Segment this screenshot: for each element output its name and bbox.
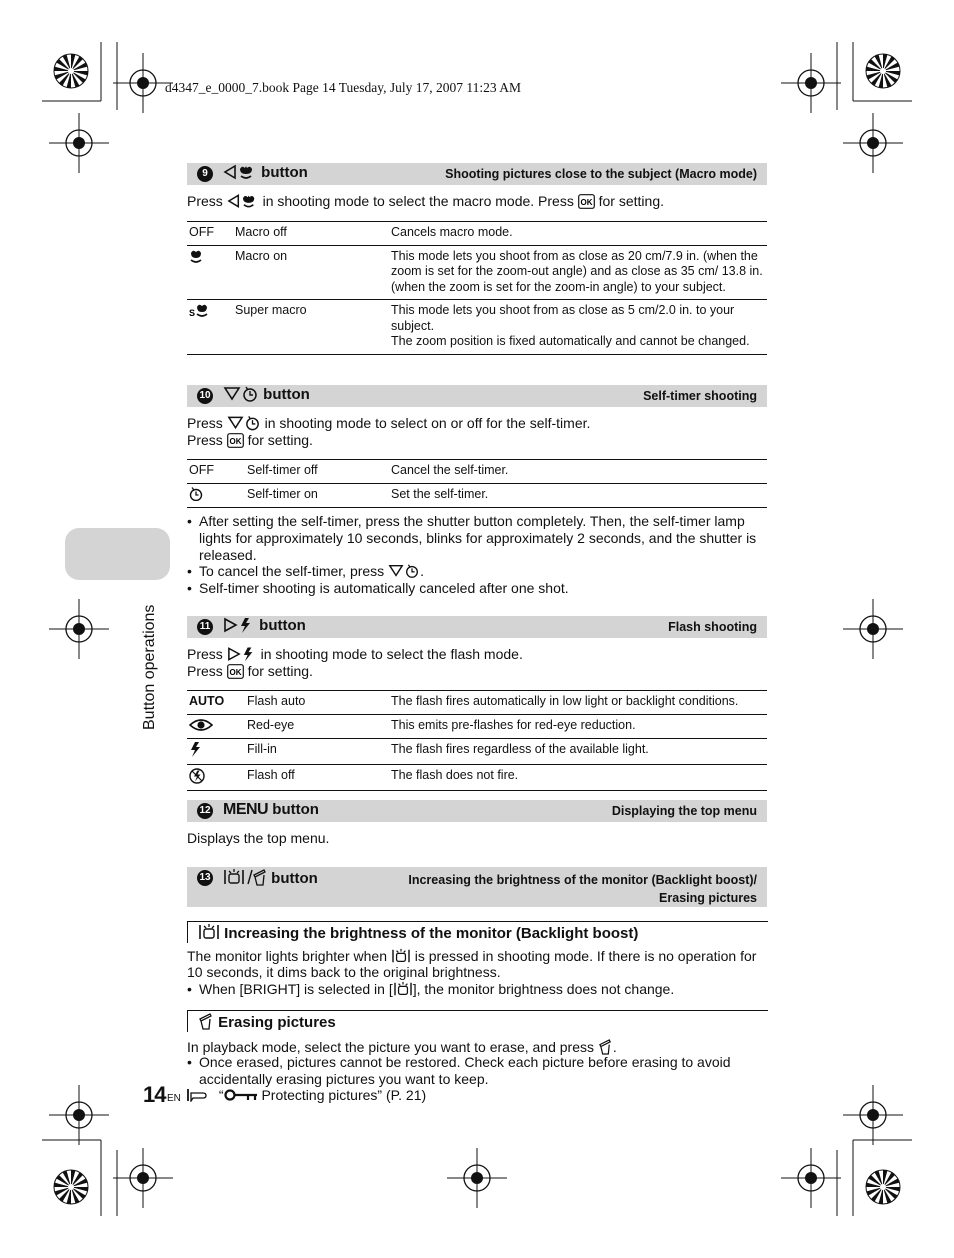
section-number: 10: [197, 388, 213, 404]
table-row: AUTO Flash auto The flash fires automatically in low light or backlight conditions.: [187, 691, 767, 715]
macro-icon: [189, 249, 203, 263]
left-macro-icon: [227, 193, 259, 209]
section-header-backlight: [187, 867, 767, 907]
section-desc-menu: Displaying the top menu: [611, 804, 757, 818]
ok-button-icon: [578, 194, 595, 209]
book-info-line: d4347_e_0000_7.book Page 14 Tuesday, July 17, 2007 11:23 AM: [165, 80, 522, 95]
page-number: 14: [143, 1082, 166, 1107]
selftimer-intro: Press in shooting mode to select on or off for the self-timer.: [187, 415, 591, 431]
protect-key-icon: [224, 1089, 258, 1101]
chapter-tab: [65, 528, 170, 580]
macro-intro: Press in shooting mode to select the macro mode. Press OK for setting.: [187, 193, 664, 209]
super-macro-icon: [189, 303, 209, 317]
selftimer-options-table: [187, 459, 767, 508]
selftimer-intro-2: Press OK for setting.: [187, 432, 313, 448]
down-selftimer-icon: [227, 415, 261, 431]
section-number: 12: [197, 803, 213, 819]
subheading-erasing-pictures: Erasing pictures: [187, 1010, 768, 1032]
backlight-text-2: 10 seconds, it dims back to the original brightness.: [187, 964, 501, 980]
left-macro-icon: [223, 164, 257, 180]
section-number: 11: [197, 619, 213, 635]
cross-reference[interactable]: “ Protecting pictures” (P. 21): [187, 1087, 426, 1104]
section-header-flash: [187, 616, 767, 638]
subheading-backlight-boost: Increasing the brightness of the monitor (Backlight boost): [187, 921, 768, 943]
list-item: • When [BRIGHT] is selected in [ ], the monitor brightness does not change.: [187, 981, 675, 997]
erase-icon: [198, 1012, 214, 1030]
list-item: • After setting the self-timer, press the shutter button completely. Then, the self-timer lamp lights for approximately 10 seconds, blinks for approximately 2 seconds, and the shutter is released.: [187, 513, 757, 563]
svg-text:OK: OK: [229, 436, 242, 446]
backlight-icon: [391, 948, 411, 964]
list-item: • Self-timer shooting is automatically canceled after one shot.: [187, 580, 569, 596]
section-desc-selftimer: Self-timer shooting: [643, 389, 757, 403]
table-row: Macro on This mode lets you shoot from as close as 20 cm/7.9 in. (when the zoom is set for the zoom-out angle) and as close as 35 cm/ 13.8 in. (when the zoom is set for the zoom-in angle) to your subject.: [187, 245, 767, 300]
section-header-selftimer: [187, 385, 767, 407]
flash-options-table: [187, 690, 767, 791]
svg-text:OK: OK: [229, 667, 242, 677]
section-title-backlight: button: [271, 870, 318, 887]
backlight-icon: [393, 981, 413, 997]
flash-off-icon: [189, 768, 205, 784]
page-language: EN: [167, 1093, 181, 1104]
erase-text: In playback mode, select the picture you want to erase, and press .: [187, 1039, 617, 1055]
section-desc-flash: Flash shooting: [668, 620, 757, 634]
ok-button-icon: [227, 664, 244, 679]
section-title-flash: button: [259, 617, 306, 634]
down-selftimer-icon: [388, 563, 420, 579]
table-row: Red-eye This emits pre-flashes for red-eye reduction.: [187, 714, 767, 739]
self-timer-icon: [189, 487, 203, 501]
section-number: 9: [197, 166, 213, 182]
erase-icon: [598, 1038, 613, 1055]
menu-label: MENU: [223, 801, 269, 818]
list-item: • Once erased, pictures cannot be restored. Check each picture before erasing to avoid accidentally erasing pictures you want to keep.: [187, 1054, 731, 1087]
red-eye-icon: [189, 718, 213, 732]
backlight-icon: [198, 923, 220, 941]
section-header-macro: [187, 163, 767, 185]
reference-pointer-icon: [187, 1088, 209, 1102]
flash-intro-2: Press OK for setting.: [187, 663, 313, 679]
table-row: Self-timer on Set the self-timer.: [187, 483, 767, 508]
chapter-side-label: Button operations: [141, 604, 158, 730]
flash-intro: Press in shooting mode to select the flash mode.: [187, 646, 523, 662]
svg-text:S: S: [189, 308, 196, 317]
flash-icon: [189, 742, 201, 757]
section-title-selftimer: button: [263, 386, 310, 403]
table-row: Flash off The flash does not fire.: [187, 764, 767, 791]
ok-button-icon: [227, 433, 244, 448]
section-title-macro: button: [261, 164, 308, 181]
section-title-menu: button: [268, 801, 319, 818]
list-item: • To cancel the self-timer, press .: [187, 563, 424, 579]
menu-text: Displays the top menu.: [187, 830, 330, 846]
section-desc-macro: Shooting pictures close to the subject (Macro mode): [445, 167, 757, 181]
table-row: OFF Self-timer off Cancel the self-timer.: [187, 460, 767, 484]
down-selftimer-icon: [223, 386, 259, 402]
section-number: 13: [197, 870, 213, 886]
backlight-erase-icon: [223, 868, 267, 886]
table-row: OFF Macro off Cancels macro mode.: [187, 222, 767, 246]
table-row: S Super macro This mode lets you shoot from as close as 5 cm/2.0 in. to your subject. The zoom position is fixed automatically and cannot be changed.: [187, 300, 767, 355]
right-flash-icon: [227, 646, 257, 662]
section-header-menu: [187, 800, 767, 822]
svg-text:OK: OK: [580, 197, 593, 207]
right-flash-icon: [223, 617, 255, 633]
table-row: Fill-in The flash fires regardless of the available light.: [187, 739, 767, 765]
section-desc-backlight: Increasing the brightness of the monitor (Backlight boost)/ Erasing pictures: [408, 873, 757, 905]
backlight-text-1: The monitor lights brighter when is pressed in shooting mode. If there is no operation for: [187, 948, 757, 964]
macro-options-table: [187, 221, 767, 355]
